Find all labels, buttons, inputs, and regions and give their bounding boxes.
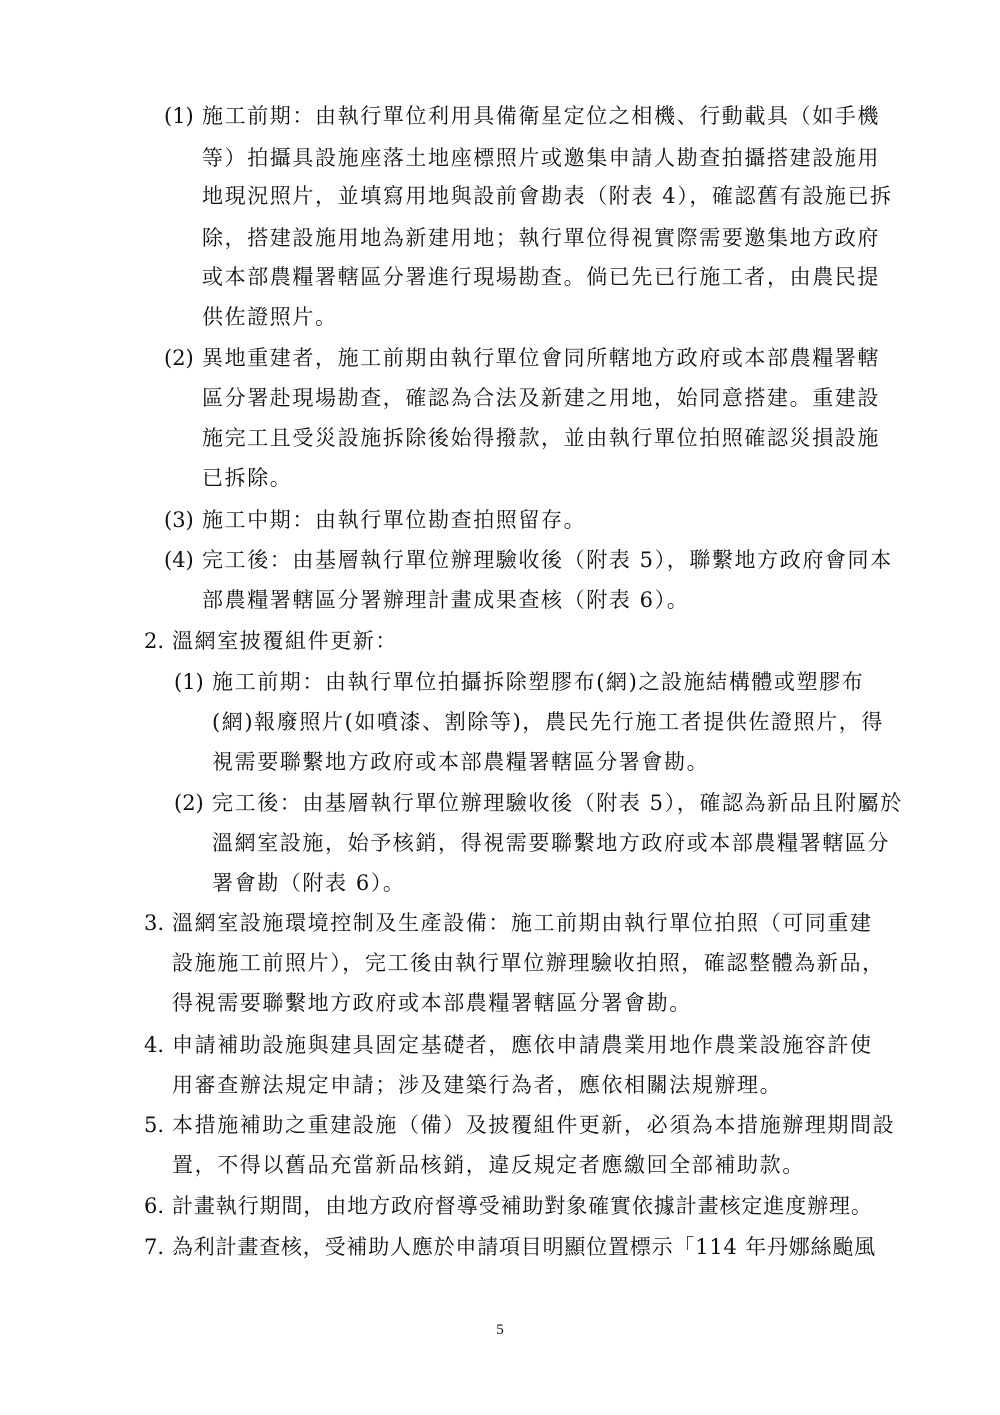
text-line: 計畫執行期間，由地方政府督導受補助對象確實依據計畫核定進度辦理。 <box>172 1194 873 1218</box>
text-line: 完工後：由基層執行單位辦理驗收後（附表 5），聯繫地方政府會同本 <box>202 548 893 572</box>
text-line: 完工後：由基層執行單位辦理驗收後（附表 5），確認為新品且附屬於 <box>212 791 903 815</box>
text-line: (網)報廢照片(如噴漆、割除等)，農民先行施工者提供佐證照片，得 <box>212 710 884 734</box>
item-marker: (2) <box>164 346 194 370</box>
text-line: 施工中期：由執行單位勘查拍照留存。 <box>202 508 587 532</box>
text-line: 本措施補助之重建設施（備）及披覆組件更新，必須為本措施辦理期間設 <box>172 1113 896 1137</box>
item-marker: (1) <box>164 104 194 128</box>
section-heading: 溫網室披覆組件更新： <box>172 629 398 653</box>
text-line: 除，搭建設施用地為新建用地；執行單位得視實際需要邀集地方政府 <box>202 226 880 250</box>
text-line: 已拆除。 <box>202 466 293 490</box>
text-line: 部農糧署轄區分署辦理計畫成果查核（附表 6）。 <box>202 588 690 612</box>
item-marker: 5. <box>144 1113 165 1137</box>
text-line: 署會勘（附表 6）。 <box>212 871 406 895</box>
item-marker: 6. <box>144 1194 165 1218</box>
item-marker: 4. <box>144 1033 165 1057</box>
text-line: 溫網室設施，始予核銷，得視需要聯繫地方政府或本部農糧署轄區分 <box>212 831 890 855</box>
text-line: 施完工且受災設施拆除後始得撥款，並由執行單位拍照確認災損設施 <box>202 426 880 450</box>
text-line: 施工前期：由執行單位利用具備衛星定位之相機、行動載具（如手機 <box>202 104 880 128</box>
text-line: 設施施工前照片），完工後由執行單位辦理驗收拍照，確認整體為新品， <box>172 951 885 975</box>
item-marker: (4) <box>164 548 194 572</box>
text-line: 施工前期：由執行單位拍攝拆除塑膠布(網)之設施結構體或塑膠布 <box>212 670 865 694</box>
text-line: 置，不得以舊品充當新品核銷，違反規定者應繳回全部補助款。 <box>172 1153 805 1177</box>
text-line: 為利計畫查核，受補助人應於申請項目明顯位置標示「114 年丹娜絲颱風 <box>172 1235 876 1259</box>
text-line: 區分署赴現場勘查，確認為合法及新建之用地，始同意搭建。重建設 <box>202 386 880 410</box>
text-line: 用審查辦法規定申請；涉及建築行為者，應依相關法規辦理。 <box>172 1073 783 1097</box>
text-line: 得視需要聯繫地方政府或本部農糧署轄區分署會勘。 <box>172 991 692 1015</box>
text-line: 申請補助設施與建具固定基礎者，應依申請農業用地作農業設施容許使 <box>172 1033 873 1057</box>
item-marker: (1) <box>174 670 204 694</box>
item-marker: 3. <box>144 911 165 935</box>
text-line: 溫網室設施環境控制及生產設備：施工前期由執行單位拍照（可同重建 <box>172 911 873 935</box>
page-number: 5 <box>496 1322 504 1338</box>
item-marker: 7. <box>144 1235 165 1259</box>
text-line: 視需要聯繫地方政府或本部農糧署轄區分署會勘。 <box>212 750 710 774</box>
text-line: 或本部農糧署轄區分署進行現場勘查。倘已先已行施工者，由農民提 <box>202 265 880 289</box>
text-line: 地現況照片，並填寫用地與設前會勘表（附表 4），確認舊有設施已拆 <box>202 184 893 208</box>
item-marker: 2. <box>144 629 165 653</box>
item-marker: (2) <box>174 791 204 815</box>
text-line: 等）拍攝具設施座落土地座標照片或邀集申請人勘查拍攝搭建設施用 <box>202 146 880 170</box>
text-line: 供佐證照片。 <box>202 305 338 329</box>
item-marker: (3) <box>164 508 194 532</box>
text-line: 異地重建者，施工前期由執行單位會同所轄地方政府或本部農糧署轄 <box>202 346 880 370</box>
